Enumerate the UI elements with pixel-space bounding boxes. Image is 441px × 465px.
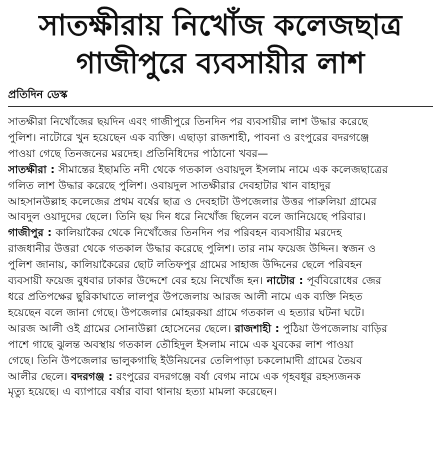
body-line: পুলিশ। নাটোরে খুন হয়েছেন এক ব্যক্তি। এছাড়া রাজশাহী, পাবনা ও রংপুরের বদরগঞ্জে [8, 131, 370, 144]
body-line: গেছে। তিনি উপজেলার ভালুকগাছি ইউনিয়নের তেলিপাড়া চকলোমাদী গ্রামের তৈয়ব [8, 354, 363, 367]
body-line-rest: সীমান্তের ইছামতি নদী থেকে গতকাল ওবায়দুল ইসলাম নামে এক কলেজছাত্রের [54, 163, 388, 176]
body-line [8, 274, 433, 290]
body-line: গলিত লাশ উদ্ধার করেছে পুলিশ। ওবায়দুল সাতক্ষীরার দেবহাটার খান বাহাদুর [8, 179, 331, 192]
dateline-satkhira: সাতক্ষীরা : [8, 163, 55, 176]
body-line: মৃত্যু হয়েছে। এ ব্যাপারে বর্ষার বাবা থানায় হত্যা মামলা করেছেন। [8, 386, 277, 399]
body-line: পাওয়া গেছে তিনজনের মরদেহ। প্রতিনিধিদের পাঠানো খবর— [8, 147, 269, 160]
headline-line-1: সাতক্ষীরায় নিখোঁজ কলেজছাত্র [38, 8, 403, 42]
body-line: পুলিশ জানায়, কালিয়াকৈরের ছোট লতিফপুর গ্রামের সাহাজ উদ্দিনের ছেলে পরিবহন [8, 259, 363, 272]
body-line: ধরে প্রতিপক্ষের ছুরিকাঘাতে লালপুর উপজেলায় আরজ আলী নামে এক ব্যক্তি নিহত [8, 290, 363, 303]
body-line-rest: পূর্ববিরোধের জের [303, 275, 382, 288]
body-line: সাতক্ষীরা নিখোঁজের ছয়দিন এবং গাজীপুরে তিনদিন পর ব্যবসায়ীর লাশ উদ্ধার করেছে [8, 116, 368, 128]
body-line: পাশে গাছে ঝুলন্ত অবস্থায় গতকাল তৌহিদুল ইসলাম নামে এক যুবকের লাশ পাওয়া [8, 338, 354, 351]
article-body [8, 115, 433, 401]
body-line [8, 370, 433, 386]
body-line: হয়েছেন বলে জানা গেছে। উপজেলার মোহরকয়া গ্রামে গতকাল এ হত্যার ঘটনা ঘটে। [8, 306, 365, 319]
body-line-start: ব্যবসায়ী ফয়েজ বুধবার ঢাকার উদ্দেশে বের হয়ে নিখোঁজ হন। [8, 275, 267, 288]
dateline-natore: নাটোর : [266, 275, 304, 288]
dateline-badarganj: বদরগঞ্জ : [71, 370, 113, 383]
body-line: আবদুল ওয়াদুদের ছেলে। তিনি ছয় দিন ধরে নিখোঁজ ছিলেন বলে জানিয়েছে পরিবার। [8, 211, 366, 224]
dateline-gazipur: গাজীপুর : [8, 227, 52, 240]
body-line-rest: কালিয়াকৈর থেকে নিখোঁজের তিনদিন পর পরিবহন ব্যবসায়ীর মরদেহ [51, 227, 342, 240]
body-line-rest: পুঠিয়া উপজেলায় বাড়ির [279, 322, 388, 335]
body-line-rest: রংপুরের বদরগঞ্জে বর্ষা বেগম নামে এক গৃহবধূর রহস্যজনক [112, 370, 361, 383]
body-line [8, 226, 433, 242]
cropped-next-headline [0, 456, 441, 465]
body-line-start: আলীর ছেলে। [8, 370, 72, 383]
byline-divider [8, 106, 433, 107]
dateline-rajshahi: রাজশাহী : [234, 322, 280, 335]
body-line: আহসানউল্লাহ কলেজের প্রথম বর্ষের ছাত্র ও দেবহাটা উপজেলার উত্তর পারুলিয়া গ্রামের [8, 195, 377, 208]
body-line [8, 163, 433, 179]
byline: প্রতিদিন ডেস্ক [8, 88, 68, 101]
body-line-start: আরজ আলী ওই গ্রামের সোনাউল্লা হোসেনের ছেলে। [8, 322, 235, 335]
body-line [8, 322, 433, 338]
body-line: রাজধানীর উত্তরা থেকে গতকাল উদ্ধার করেছে পুলিশ। তার নাম ফয়েজ উদ্দিন। স্বজন ও [8, 243, 376, 256]
headline-line-2: গাজীপুরে ব্যবসায়ীর লাশ [76, 46, 365, 80]
